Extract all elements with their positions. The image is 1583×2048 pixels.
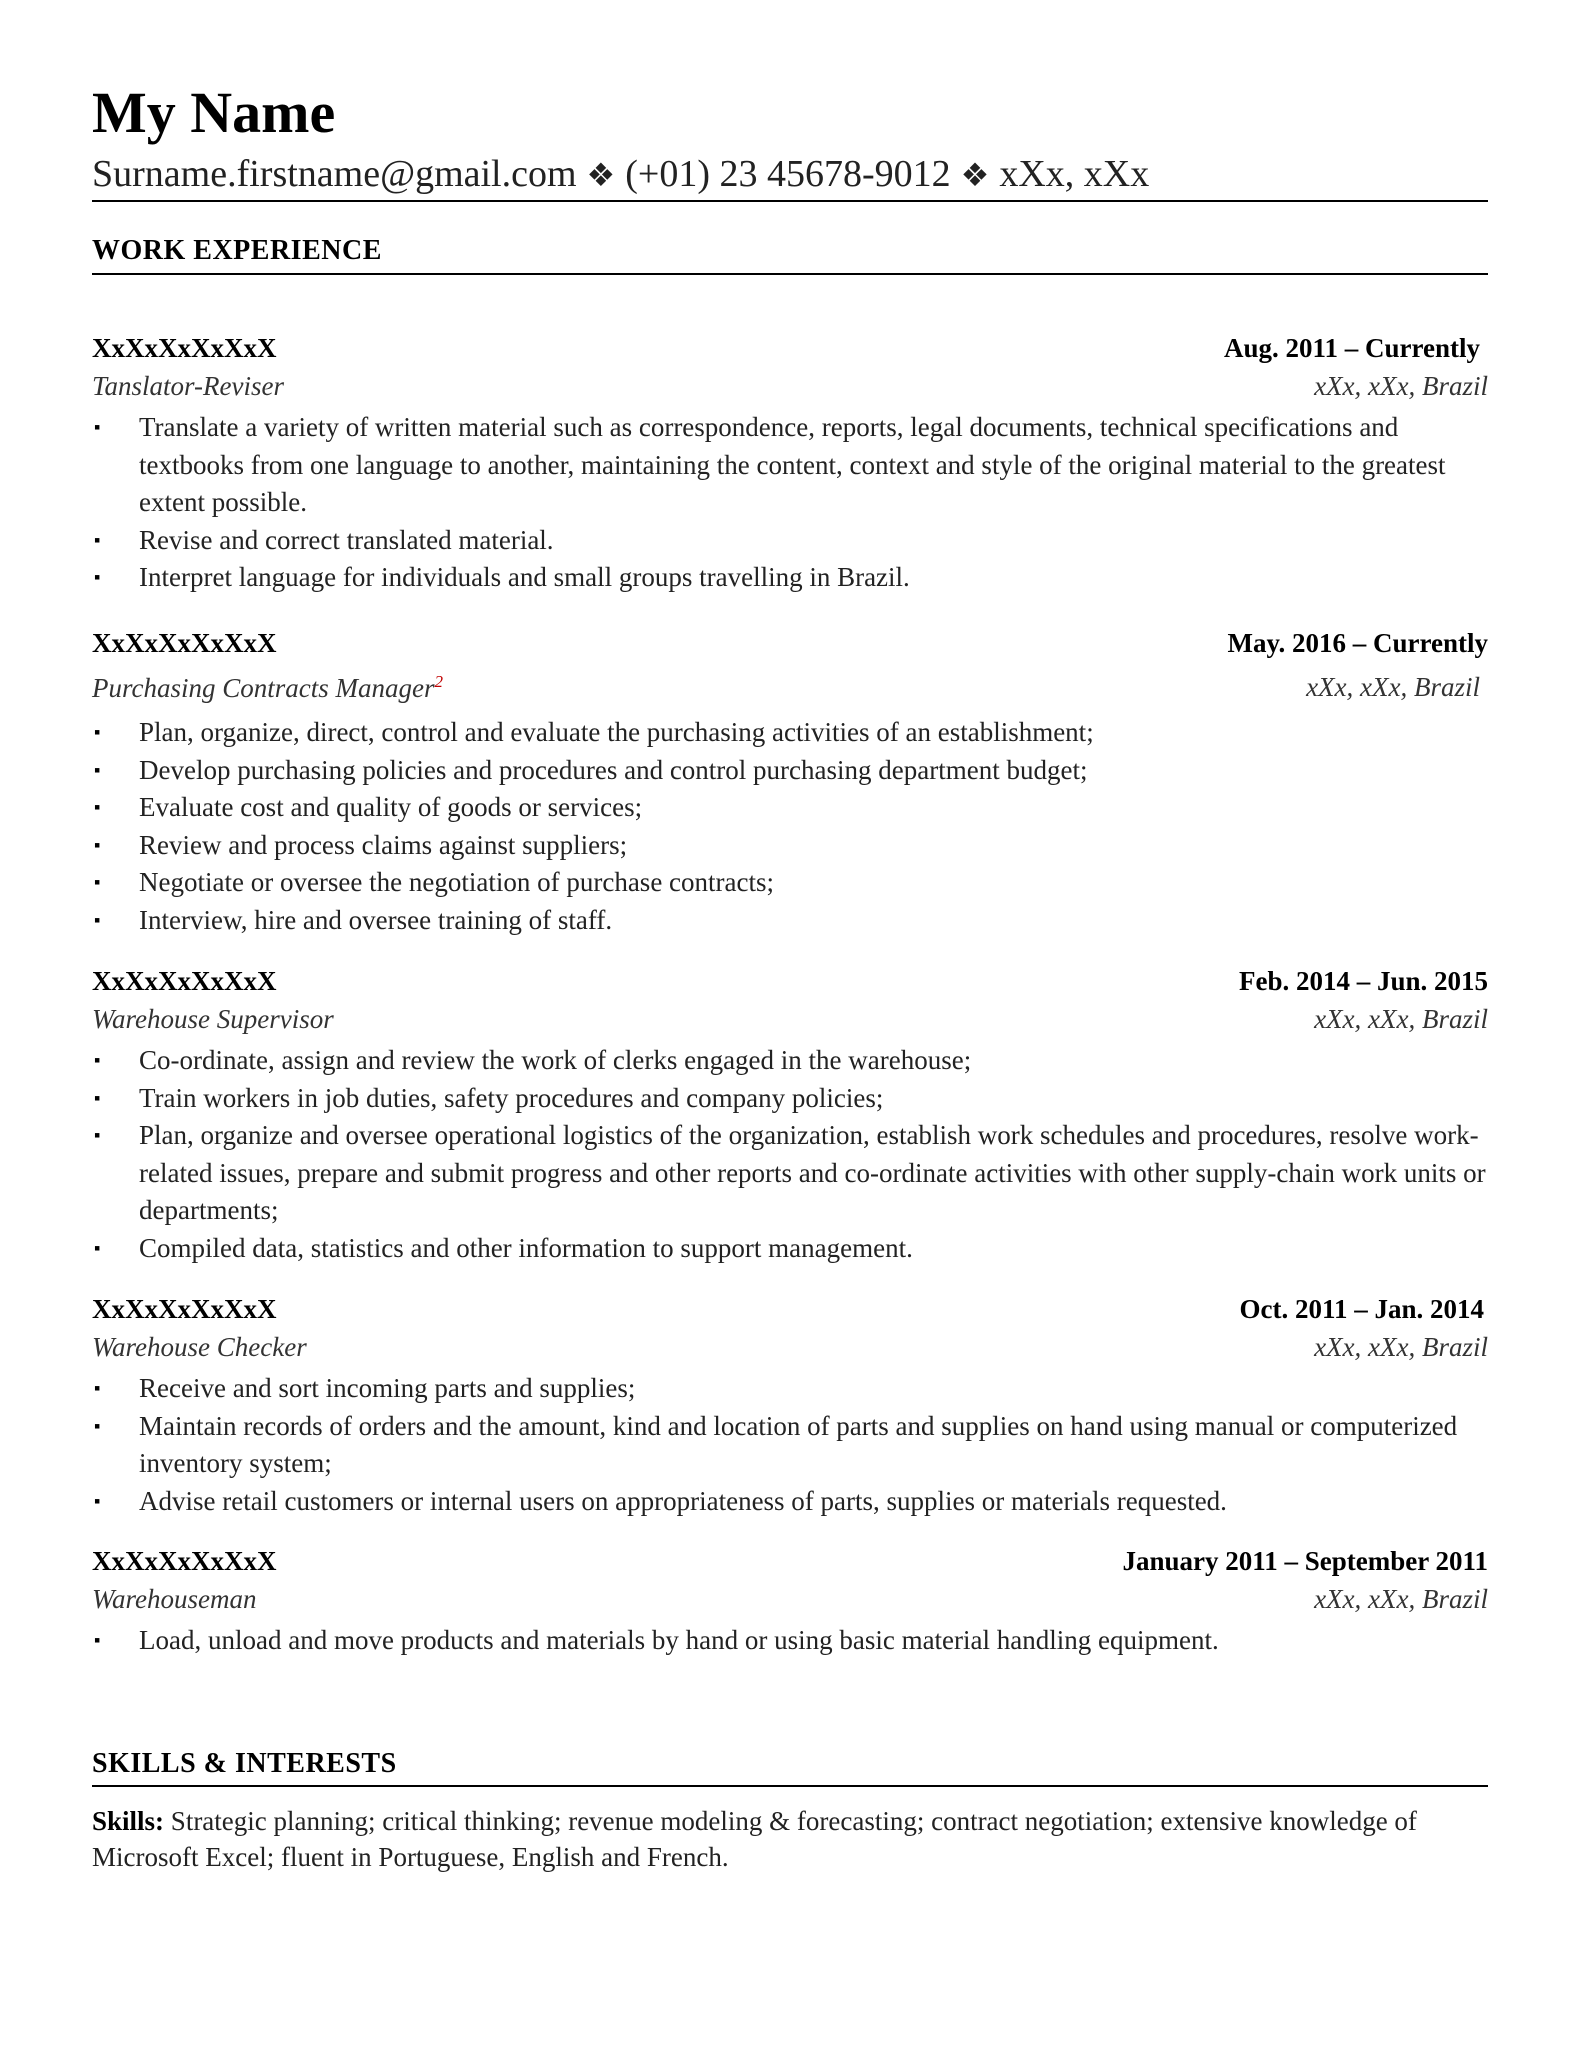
list-item: ▪ Maintain records of orders and the amount, kind and location of parts and supplies on hand using manual or computerized inventory system; (92, 1408, 1488, 1483)
header-divider (92, 200, 1488, 202)
job-role: Tanslator-Reviser (92, 371, 284, 401)
contact-line (92, 152, 1149, 198)
bullet-icon: ▪ (94, 1630, 101, 1650)
list-item: ▪ Advise retail customers or internal users on appropriateness of parts, supplies or materials requested. (92, 1483, 1488, 1521)
list-item: ▪ Co-ordinate, assign and review the work of clerks engaged in the warehouse; (92, 1042, 1488, 1080)
job-company: XxXxXxXxXxX (92, 966, 277, 996)
footnote-marker: 2 (434, 672, 443, 691)
list-item: ▪ Review and process claims against suppliers; (92, 827, 1488, 865)
job-bullets (92, 1622, 1488, 1660)
job-bullets (92, 1370, 1488, 1520)
skills-text: Strategic planning; critical thinking; revenue modeling & forecasting; contract negotiation; extensive knowledge of Microsoft Excel; fluent in Portuguese, English and French. (92, 1806, 1417, 1872)
bullet-icon: ▪ (94, 1125, 101, 1145)
list-item: ▪ Evaluate cost and quality of goods or services; (92, 789, 1488, 827)
job-role: Warehouse Checker (92, 1332, 307, 1362)
job-location: xXx, xXx, Brazil (1314, 1584, 1488, 1614)
list-item: ▪ Plan, organize and oversee operational logistics of the organization, establish work schedules and procedures, resolve work-related issues, prepare and submit progress and other reports and co-ordinate activities with other supply-chain work units or departments; (92, 1117, 1488, 1230)
diamond-separator-icon: ❖ (586, 157, 616, 193)
bullet-icon: ▪ (94, 1050, 101, 1070)
job-dates: Aug. 2011 – Currently (1223, 333, 1480, 363)
job-bullets (92, 409, 1488, 597)
bullet-icon: ▪ (94, 722, 101, 742)
job-location: xXx, xXx, Brazil (1314, 1332, 1488, 1362)
bullet-icon: ▪ (94, 797, 101, 817)
section-divider (92, 1785, 1488, 1787)
job-bullets (92, 1042, 1488, 1267)
job-entry (92, 1294, 1488, 1520)
bullet-icon: ▪ (94, 759, 101, 780)
candidate-name: My Name (92, 80, 336, 145)
bullet-icon: ▪ (94, 567, 101, 587)
job-company: XxXxXxXxXxX (92, 333, 277, 363)
job-company: XxXxXxXxXxX (92, 1294, 277, 1324)
section-title-skills-interests: SKILLS & INTERESTS (92, 1748, 397, 1779)
job-role: Warehouseman (92, 1584, 257, 1614)
skills-paragraph (92, 1803, 1488, 1875)
bullet-icon: ▪ (94, 1378, 101, 1398)
job-role: Warehouse Supervisor (92, 1004, 334, 1034)
job-dates: January 2011 – September 2011 (1122, 1546, 1488, 1576)
job-bullets (92, 714, 1488, 939)
job-entry (92, 1546, 1488, 1660)
list-item: ▪ Compiled data, statistics and other information to support management. (92, 1230, 1488, 1268)
list-item: ▪ Translate a variety of written material such as correspondence, reports, legal documents, technical specifications and textbooks from one language to another, maintaining the content, context and style of the original material to the greatest extent possible. (92, 409, 1488, 522)
contact-phone: (+01) 23 45678-9012 (625, 153, 951, 195)
bullet-icon: ▪ (94, 834, 101, 855)
list-item: ▪ Negotiate or oversee the negotiation of purchase contracts; (92, 864, 1488, 902)
job-dates: Oct. 2011 – Jan. 2014 (1239, 1294, 1484, 1324)
list-item: ▪ Develop purchasing policies and procedures and control purchasing department budget; (92, 752, 1488, 790)
job-dates: May. 2016 – Currently (1227, 628, 1488, 658)
skills-label: Skills: (92, 1806, 165, 1836)
job-role: Purchasing Contracts Manager$^2$ (92, 672, 443, 703)
list-item: ▪ Interpret language for individuals and small groups travelling in Brazil. (92, 559, 1488, 597)
job-location: xXx, xXx, Brazil (1314, 1004, 1488, 1034)
job-company: XxXxXxXxXxX (92, 1546, 277, 1576)
diamond-separator-icon: ❖ (960, 157, 990, 193)
bullet-icon: ▪ (94, 1415, 101, 1436)
job-company: XxXxXxXxXxX (92, 628, 277, 658)
list-item: ▪ Train workers in job duties, safety procedures and company policies; (92, 1080, 1488, 1118)
section-divider (92, 273, 1488, 275)
job-entry (92, 628, 1488, 939)
list-item: ▪ Receive and sort incoming parts and supplies; (92, 1370, 1488, 1408)
list-item: ▪ Plan, organize, direct, control and evaluate the purchasing activities of an establishment; (92, 714, 1488, 752)
contact-email: Surname.firstname@gmail.com (92, 153, 577, 195)
list-item: ▪ Revise and correct translated material. (92, 522, 1488, 560)
bullet-icon: ▪ (94, 1237, 101, 1258)
job-entry (92, 966, 1488, 1267)
list-item: ▪ Interview, hire and oversee training of staff. (92, 902, 1488, 940)
bullet-icon: ▪ (94, 1087, 101, 1108)
bullet-icon: ▪ (94, 529, 101, 550)
bullet-icon: ▪ (94, 417, 101, 437)
bullet-icon: ▪ (94, 909, 101, 930)
contact-location: xXx, xXx (999, 153, 1150, 195)
job-location: xXx, xXx, Brazil (1314, 371, 1488, 401)
section-title-work-experience: WORK EXPERIENCE (92, 235, 382, 266)
job-dates: Feb. 2014 – Jun. 2015 (1238, 966, 1488, 996)
job-location: xXx, xXx, Brazil (1306, 672, 1480, 702)
bullet-icon: ▪ (94, 1490, 101, 1511)
list-item: ▪ Load, unload and move products and materials by hand or using basic material handling equipment. (92, 1622, 1488, 1660)
bullet-icon: ▪ (94, 872, 101, 892)
job-entry (92, 333, 1488, 597)
